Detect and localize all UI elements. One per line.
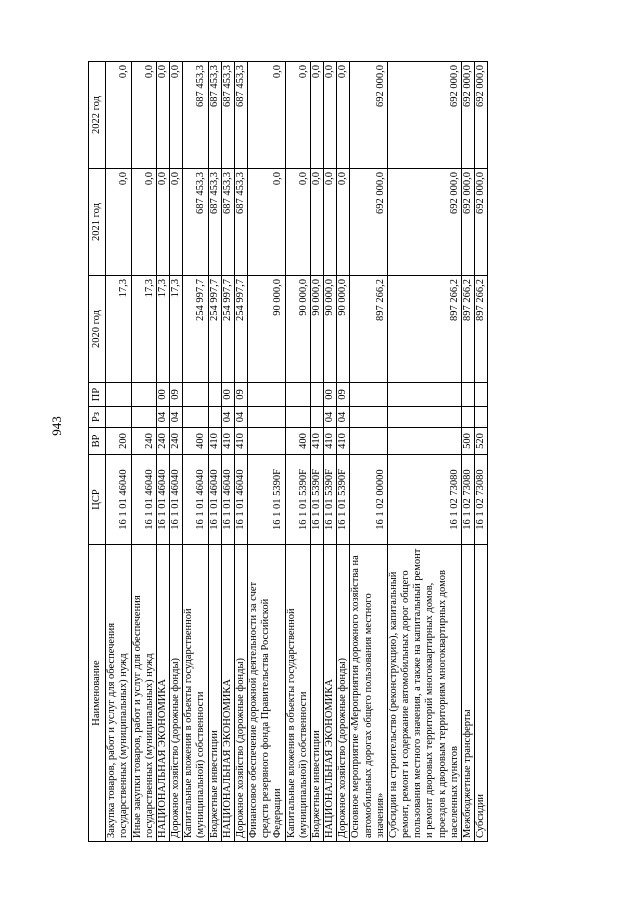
cell-rz: 04 (234, 407, 247, 428)
cell-pr: 09 (337, 383, 350, 407)
cell-name: Бюджетные инвестиции (208, 545, 221, 842)
cell-rz (208, 407, 221, 428)
cell-2020: 254 997,7 (234, 276, 247, 383)
cell-vr: 410 (234, 428, 247, 455)
cell-csr: 16 1 01 46040 (170, 455, 183, 545)
cell-csr: 16 1 01 46040 (131, 455, 156, 545)
cell-name: Субсидии на строительство (реконструкцию), капитальный ремонт, ремонт и содержание автомобильных дорог общего пользования местного значения, а также на капитальный ремонт и ремонт дворовых территорий многоквартирных домов, проездов к дворовым территориям многоквартирных домов населенных пунктов (387, 545, 461, 842)
cell-2022: 0,0 (324, 62, 337, 169)
cell-pr (131, 383, 156, 407)
cell-rz (461, 407, 474, 428)
cell-rz: 04 (156, 407, 169, 428)
cell-pr: 00 (324, 383, 337, 407)
cell-pr (285, 383, 310, 407)
table-row (387, 62, 461, 842)
cell-2022: 687 453,3 (234, 62, 247, 169)
cell-pr (350, 383, 388, 407)
cell-pr (106, 383, 131, 407)
cell-pr (248, 383, 286, 407)
cell-2021: 0,0 (285, 169, 310, 276)
table-header-row (89, 62, 106, 842)
cell-rz (475, 407, 488, 428)
header-vr: ВР (89, 428, 106, 455)
cell-csr: 16 1 01 46040 (221, 455, 234, 545)
cell-csr: 16 1 01 5390F (337, 455, 350, 545)
cell-csr: 16 1 01 46040 (234, 455, 247, 545)
cell-csr: 16 1 01 5390F (324, 455, 337, 545)
cell-2021: 0,0 (310, 169, 323, 276)
cell-2022: 687 453,3 (221, 62, 234, 169)
table-body (106, 62, 488, 842)
cell-pr (310, 383, 323, 407)
cell-csr: 16 1 01 46040 (208, 455, 221, 545)
cell-csr: 16 1 01 5390F (285, 455, 310, 545)
cell-2020: 254 997,7 (183, 276, 208, 383)
cell-name: Капитальные вложения в объекты государственной (муниципальной) собственности (285, 545, 310, 842)
cell-csr: 16 1 02 73080 (387, 455, 461, 545)
cell-vr: 410 (310, 428, 323, 455)
cell-2021: 0,0 (131, 169, 156, 276)
cell-2022: 687 453,3 (183, 62, 208, 169)
table-row (170, 62, 183, 842)
page-number: 943 (49, 416, 64, 436)
budget-table (88, 61, 488, 842)
cell-2022: 0,0 (248, 62, 286, 169)
header-rz: Рз (89, 407, 106, 428)
cell-rz (106, 407, 131, 428)
cell-2022: 0,0 (337, 62, 350, 169)
cell-2021: 0,0 (106, 169, 131, 276)
cell-vr: 240 (156, 428, 169, 455)
cell-2021: 687 453,3 (208, 169, 221, 276)
cell-2020: 17,3 (156, 276, 169, 383)
table-row (248, 62, 286, 842)
cell-vr: 410 (337, 428, 350, 455)
cell-pr: 09 (170, 383, 183, 407)
table-row (324, 62, 337, 842)
table-row (131, 62, 156, 842)
cell-rz (387, 407, 461, 428)
cell-csr: 16 1 01 5390F (310, 455, 323, 545)
cell-2021: 687 453,3 (234, 169, 247, 276)
cell-pr (208, 383, 221, 407)
cell-vr: 240 (170, 428, 183, 455)
cell-2021: 0,0 (170, 169, 183, 276)
cell-vr: 520 (475, 428, 488, 455)
cell-2020: 17,3 (106, 276, 131, 383)
cell-name: Бюджетные инвестиции (310, 545, 323, 842)
cell-pr (183, 383, 208, 407)
cell-name: Субсидии (475, 545, 488, 842)
cell-vr (387, 428, 461, 455)
table-row (310, 62, 323, 842)
header-csr: ЦСР (89, 455, 106, 545)
cell-vr: 410 (324, 428, 337, 455)
cell-2022: 692 000,0 (475, 62, 488, 169)
cell-2021: 692 000,0 (387, 169, 461, 276)
cell-csr: 16 1 01 46040 (156, 455, 169, 545)
table-row (156, 62, 169, 842)
cell-2021: 0,0 (324, 169, 337, 276)
cell-2020: 90 000,0 (248, 276, 286, 383)
cell-2022: 0,0 (285, 62, 310, 169)
cell-pr (387, 383, 461, 407)
cell-pr: 09 (234, 383, 247, 407)
cell-name: Иные закупки товаров, работ и услуг для обеспечения государственных (муниципальных) нужд (131, 545, 156, 842)
cell-2020: 17,3 (131, 276, 156, 383)
cell-name: Финансовое обеспечение дорожной деятельности за счет средств резервного фонда Правительства Российской Федерации (248, 545, 286, 842)
cell-rz: 04 (337, 407, 350, 428)
cell-name: Дорожное хозяйство (дорожные фонды) (234, 545, 247, 842)
cell-csr: 16 1 02 00000 (350, 455, 388, 545)
cell-2020: 897 266,2 (461, 276, 474, 383)
cell-vr: 410 (221, 428, 234, 455)
cell-2022: 692 000,0 (387, 62, 461, 169)
cell-csr: 16 1 02 73080 (475, 455, 488, 545)
cell-rz (183, 407, 208, 428)
cell-rz: 04 (221, 407, 234, 428)
cell-csr: 16 1 01 46040 (183, 455, 208, 545)
cell-2020: 897 266,2 (350, 276, 388, 383)
cell-2021: 0,0 (337, 169, 350, 276)
cell-rz (310, 407, 323, 428)
cell-name: НАЦИОНАЛЬНАЯ ЭКОНОМИКА (156, 545, 169, 842)
cell-vr (248, 428, 286, 455)
cell-2020: 90 000,0 (310, 276, 323, 383)
cell-2021: 692 000,0 (475, 169, 488, 276)
cell-2022: 692 000,0 (461, 62, 474, 169)
cell-2021: 692 000,0 (350, 169, 388, 276)
cell-pr: 00 (221, 383, 234, 407)
cell-2022: 0,0 (131, 62, 156, 169)
cell-name: НАЦИОНАЛЬНАЯ ЭКОНОМИКА (221, 545, 234, 842)
cell-name: Основное мероприятие «Мероприятия дорожного хозяйства на автомобильных дорогах общего пользования местного значения» (350, 545, 388, 842)
table-row (106, 62, 131, 842)
cell-2022: 0,0 (156, 62, 169, 169)
header-2020: 2020 год (89, 276, 106, 383)
cell-2022: 0,0 (170, 62, 183, 169)
cell-2022: 687 453,3 (208, 62, 221, 169)
cell-pr (461, 383, 474, 407)
cell-name: Дорожное хозяйство (дорожные фонды) (337, 545, 350, 842)
cell-name: НАЦИОНАЛЬНАЯ ЭКОНОМИКА (324, 545, 337, 842)
cell-2020: 90 000,0 (337, 276, 350, 383)
table-row (337, 62, 350, 842)
cell-csr: 16 1 01 46040 (106, 455, 131, 545)
cell-vr: 400 (285, 428, 310, 455)
cell-2020: 90 000,0 (324, 276, 337, 383)
cell-rz (285, 407, 310, 428)
cell-name: Капитальные вложения в объекты государственной (муниципальной) собственности (183, 545, 208, 842)
cell-csr: 16 1 02 73080 (461, 455, 474, 545)
cell-name: Дорожное хозяйство (дорожные фонды) (170, 545, 183, 842)
cell-rz (350, 407, 388, 428)
table-row (208, 62, 221, 842)
cell-rz (248, 407, 286, 428)
cell-name: Закупка товаров, работ и услуг для обеспечения государственных (муниципальных) нужд (106, 545, 131, 842)
cell-vr (350, 428, 388, 455)
cell-2021: 0,0 (248, 169, 286, 276)
cell-name: Межбюджетные трансферты (461, 545, 474, 842)
cell-2020: 90 000,0 (285, 276, 310, 383)
cell-rz: 04 (170, 407, 183, 428)
cell-pr (475, 383, 488, 407)
header-2021: 2021 год (89, 169, 106, 276)
cell-2020: 254 997,7 (221, 276, 234, 383)
cell-2022: 0,0 (310, 62, 323, 169)
cell-pr: 00 (156, 383, 169, 407)
table-row (234, 62, 247, 842)
header-name: Наименование (89, 545, 106, 842)
cell-2021: 687 453,3 (183, 169, 208, 276)
cell-2022: 0,0 (106, 62, 131, 169)
cell-rz (131, 407, 156, 428)
table-row (285, 62, 310, 842)
cell-2020: 897 266,2 (475, 276, 488, 383)
header-2022: 2022 год (89, 62, 106, 169)
header-pr: ПР (89, 383, 106, 407)
cell-vr: 240 (131, 428, 156, 455)
table-row (183, 62, 208, 842)
cell-vr: 400 (183, 428, 208, 455)
cell-2021: 687 453,3 (221, 169, 234, 276)
cell-2020: 897 266,2 (387, 276, 461, 383)
cell-vr: 500 (461, 428, 474, 455)
cell-2021: 0,0 (156, 169, 169, 276)
table-row (475, 62, 488, 842)
cell-csr: 16 1 01 5390F (248, 455, 286, 545)
cell-2022: 692 000,0 (350, 62, 388, 169)
cell-2020: 254 997,7 (208, 276, 221, 383)
cell-2021: 692 000,0 (461, 169, 474, 276)
cell-2020: 17,3 (170, 276, 183, 383)
table-row (350, 62, 388, 842)
cell-vr: 410 (208, 428, 221, 455)
cell-vr: 200 (106, 428, 131, 455)
cell-rz: 04 (324, 407, 337, 428)
rotated-page-content (88, 62, 560, 842)
table-row (221, 62, 234, 842)
table-row (461, 62, 474, 842)
